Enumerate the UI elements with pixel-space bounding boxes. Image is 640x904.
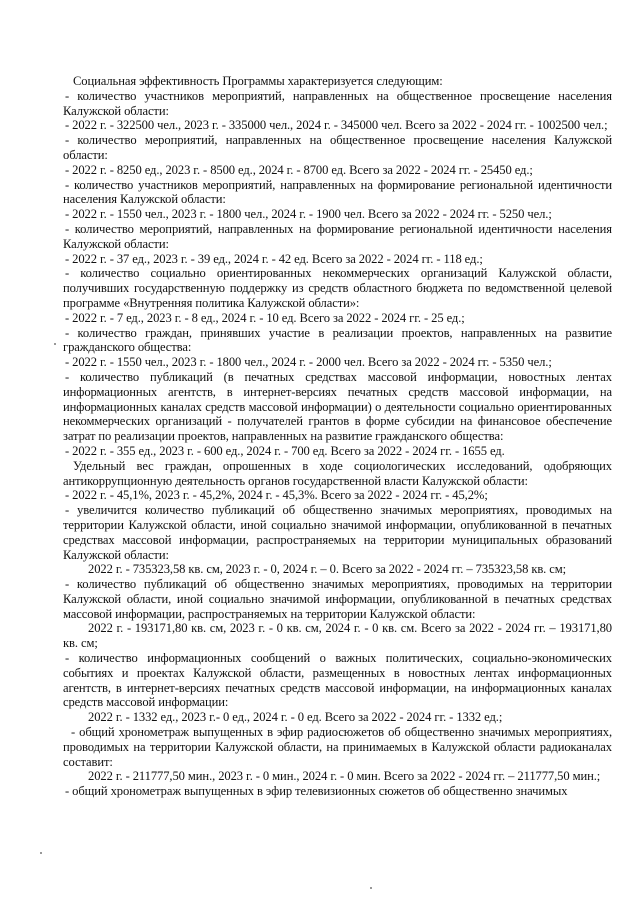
indicator-values: 2022 г. - 735323,58 кв. см, 2023 г. - 0, 2024 г. – 0. Всего за 2022 - 2024 гг. – 735323,58 кв. см;	[88, 562, 567, 577]
indicator-item: - количество публикаций об общественно значимых мероприятиях, проводимых на территории Калужской области, иной социально значимой информации, опубликованной в печатных средствах массовой информации, распространяемых на территории Калужской области:	[63, 577, 612, 621]
indicator-item: - увеличится количество публикаций об общественно значимых мероприятиях, проводимых на территории Калужской области, иной социально значимой информации, опубликованной в печатных средствах массовой информации, распространяемых на территории муниципальных образований Калужской области:	[63, 503, 612, 562]
indicator-item: Удельный вес граждан, опрошенных в ходе социологических исследований, одобряющих антикоррупционную деятельность органов государственной власти Калужской области:	[63, 458, 612, 488]
scan-speck	[40, 852, 42, 854]
indicator-item: - количество участников мероприятий, направленных на общественное просвещение населения Калужской области:	[63, 88, 612, 118]
indicator-values: - 2022 г. - 7 ед., 2023 г. - 8 ед., 2024 г. - 10 ед. Всего за 2022 - 2024 гг. - 25 ед.;	[65, 310, 465, 325]
indicator-values: 2022 г. - 1332 ед., 2023 г.- 0 ед., 2024 г. - 0 ед. Всего за 2022 - 2024 гг. - 1332 ед.;	[88, 710, 503, 725]
intro-paragraph: Социальная эффективность Программы характеризуется следующим:	[73, 74, 443, 88]
indicator-item: - количество участников мероприятий, направленных на формирование региональной идентичности населения Калужской области:	[63, 177, 612, 207]
scan-speck	[54, 343, 56, 345]
indicator-values: - 2022 г. - 45,1%, 2023 г. - 45,2%, 2024 г. - 45,3%. Всего за 2022 - 2024 гг. - 45,2%;	[65, 488, 488, 503]
indicator-item: - общий хронометраж выпущенных в эфир телевизионных сюжетов об общественно значимых	[65, 784, 568, 799]
indicator-values: 2022 г. - 193171,80 кв. см, 2023 г. - 0 кв. см, 2024 г. - 0 кв. см. Всего за 2022 - 2024 гг. – 193171,80 кв. см;	[63, 621, 612, 651]
document-body	[63, 74, 612, 799]
indicator-item: - количество мероприятий, направленных на формирование региональной идентичности населения Калужской области:	[63, 221, 612, 251]
indicator-item: - количество социально ориентированных некоммерческих организаций Калужской области, получивших государственную поддержку из средств областного бюджета по ведомственной целевой программе «Внутренняя политика Калужской области»:	[63, 266, 612, 310]
indicator-item: - количество граждан, принявших участие в реализации проектов, направленных на развитие гражданского общества:	[63, 325, 612, 355]
indicator-values: - 2022 г. - 355 ед., 2023 г. - 600 ед., 2024 г. - 700 ед. Всего за 2022 - 2024 гг. - 1655 ед.	[65, 443, 505, 458]
indicator-item: - количество мероприятий, направленных на общественное просвещение населения Калужской области:	[63, 133, 612, 162]
indicator-values: - 2022 г. - 1550 чел., 2023 г. - 1800 чел., 2024 г. - 2000 чел. Всего за 2022 - 2024 гг. - 5350 чел.;	[65, 355, 552, 370]
indicator-values: - 2022 г. - 37 ед., 2023 г. - 39 ед., 2024 г. - 42 ед. Всего за 2022 - 2024 гг. - 118 ед.;	[65, 251, 483, 266]
indicator-item: - общий хронометраж выпущенных в эфир радиосюжетов об общественно значимых мероприятиях, проводимых на территории Калужской области, на принимаемых в Калужской области радиоканалах составит:	[63, 725, 612, 769]
indicator-values: - 2022 г. - 1550 чел., 2023 г. - 1800 чел., 2024 г. - 1900 чел. Всего за 2022 - 2024 гг. - 5250 чел.;	[65, 207, 552, 222]
indicator-item: - количество информационных сообщений о важных политических, социально-экономических событиях и проектах Калужской области, размещенных в новостных лентах информационных агентств, в интернет-версиях печатных средств массовой информации, на информационных каналах средств массовой информации:	[63, 651, 612, 710]
indicator-values: - 2022 г. - 8250 ед., 2023 г. - 8500 ед., 2024 г. - 8700 ед. Всего за 2022 - 2024 гг. - 25450 ед.;	[65, 162, 533, 177]
indicator-item: - количество публикаций (в печатных средствах массовой информации, новостных лентах информационных агентств, в интернет-версиях печатных средств массовой информации, на информационных каналах средств массовой информации) о деятельности социально ориентированных некоммерческих организаций - получателей грантов в форме субсидии на финансовое обеспечение затрат по реализации проектов, направленных на развитие гражданского общества:	[63, 369, 612, 444]
indicator-values: - 2022 г. - 322500 чел., 2023 г. - 335000 чел., 2024 г. - 345000 чел. Всего за 2022 - 2024 гг. - 1002500 чел.;	[65, 118, 608, 133]
scan-speck	[370, 887, 372, 889]
indicator-values: 2022 г. - 211777,50 мин., 2023 г. - 0 мин., 2024 г. - 0 мин. Всего за 2022 - 2024 гг. – 211777,50 мин.;	[88, 769, 601, 784]
